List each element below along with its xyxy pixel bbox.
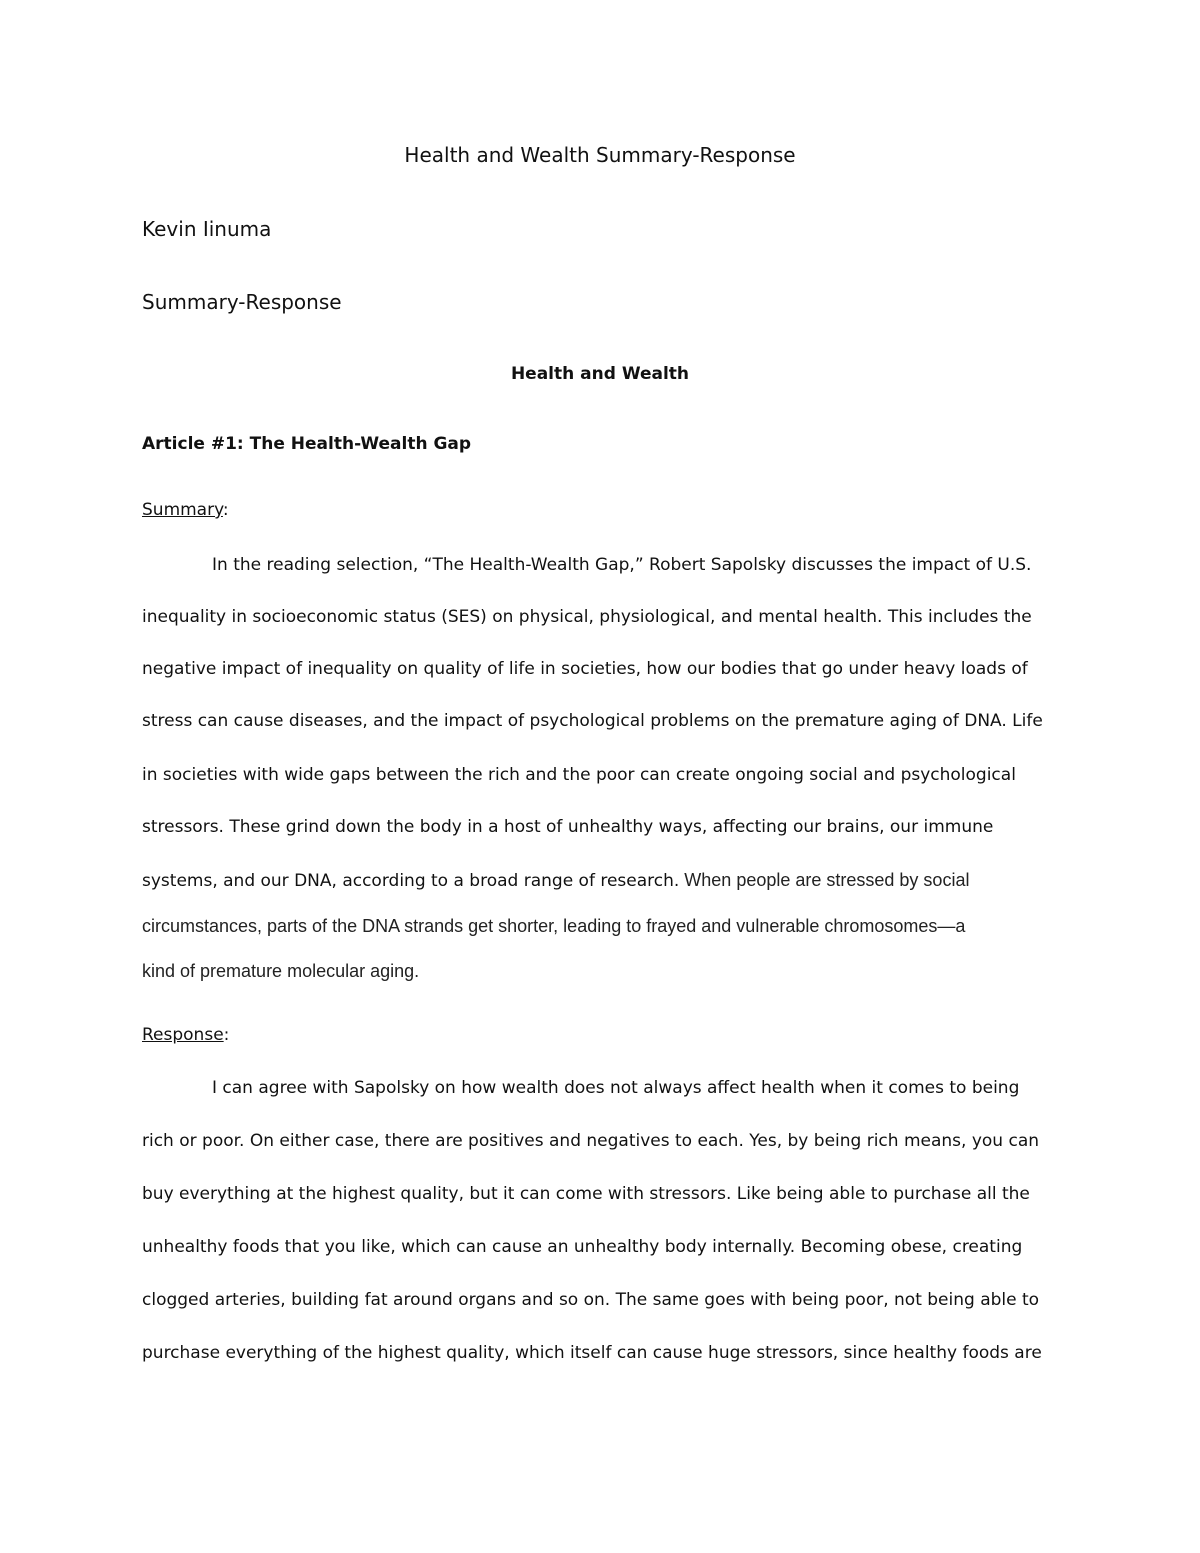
response-heading — [142, 1025, 229, 1045]
summary-heading-colon: : — [222, 500, 229, 520]
response-line: unhealthy foods that you like, which can cause an unhealthy body internally. Becoming obese, creating — [142, 1237, 1023, 1257]
summary-line: stress can cause diseases, and the impact of psychological problems on the premature aging of DNA. Life — [142, 711, 1043, 731]
summary-line: circumstances, parts of the DNA strands get shorter, leading to frayed and vulnerable chromosomes—a — [142, 916, 966, 936]
summary-line: stressors. These grind down the body in a host of unhealthy ways, affecting our brains, our immune — [142, 817, 994, 837]
author-name: Kevin Iinuma — [142, 217, 272, 241]
summary-line: negative impact of inequality on quality of life in societies, how our bodies that go under heavy loads of — [142, 659, 1028, 679]
response-line: clogged arteries, building fat around organs and so on. The same goes with being poor, not being able to — [142, 1290, 1040, 1310]
essay-title: Health and Wealth — [510, 364, 690, 384]
response-line: buy everything at the highest quality, but it can come with stressors. Like being able to purchase all the — [142, 1184, 1030, 1204]
summary-line: kind of premature molecular aging. — [142, 961, 420, 981]
summary-heading-text: Summary — [142, 500, 223, 520]
response-heading-text: Response — [142, 1025, 224, 1045]
response-line: I can agree with Sapolsky on how wealth does not always affect health when it comes to being — [212, 1078, 1020, 1098]
article-heading: Article #1: The Health-Wealth Gap — [142, 434, 472, 454]
summary-line: in societies with wide gaps between the rich and the poor can create ongoing social and psychological — [142, 765, 1016, 785]
response-heading-colon: : — [223, 1025, 230, 1045]
summary-heading — [142, 500, 229, 520]
response-line: rich or poor. On either case, there are positives and negatives to each. Yes, by being rich means, you can — [142, 1131, 1040, 1151]
document-kind: Summary-Response — [142, 290, 342, 314]
summary-line-part2: When people are stressed by social — [679, 870, 970, 890]
summary-line: inequality in socioeconomic status (SES) on physical, physiological, and mental health. This includes the — [142, 607, 1032, 627]
response-line: purchase everything of the highest quality, which itself can cause huge stressors, since healthy foods are — [142, 1343, 1042, 1363]
summary-line: In the reading selection, “The Health-Wealth Gap,” Robert Sapolsky discusses the impact of U.S. — [212, 555, 1032, 575]
summary-line-part1: systems, and our DNA, according to a broad range of research. — [142, 871, 680, 891]
document-title: Health and Wealth Summary-Response — [404, 143, 796, 167]
summary-line-mixed — [142, 870, 969, 891]
